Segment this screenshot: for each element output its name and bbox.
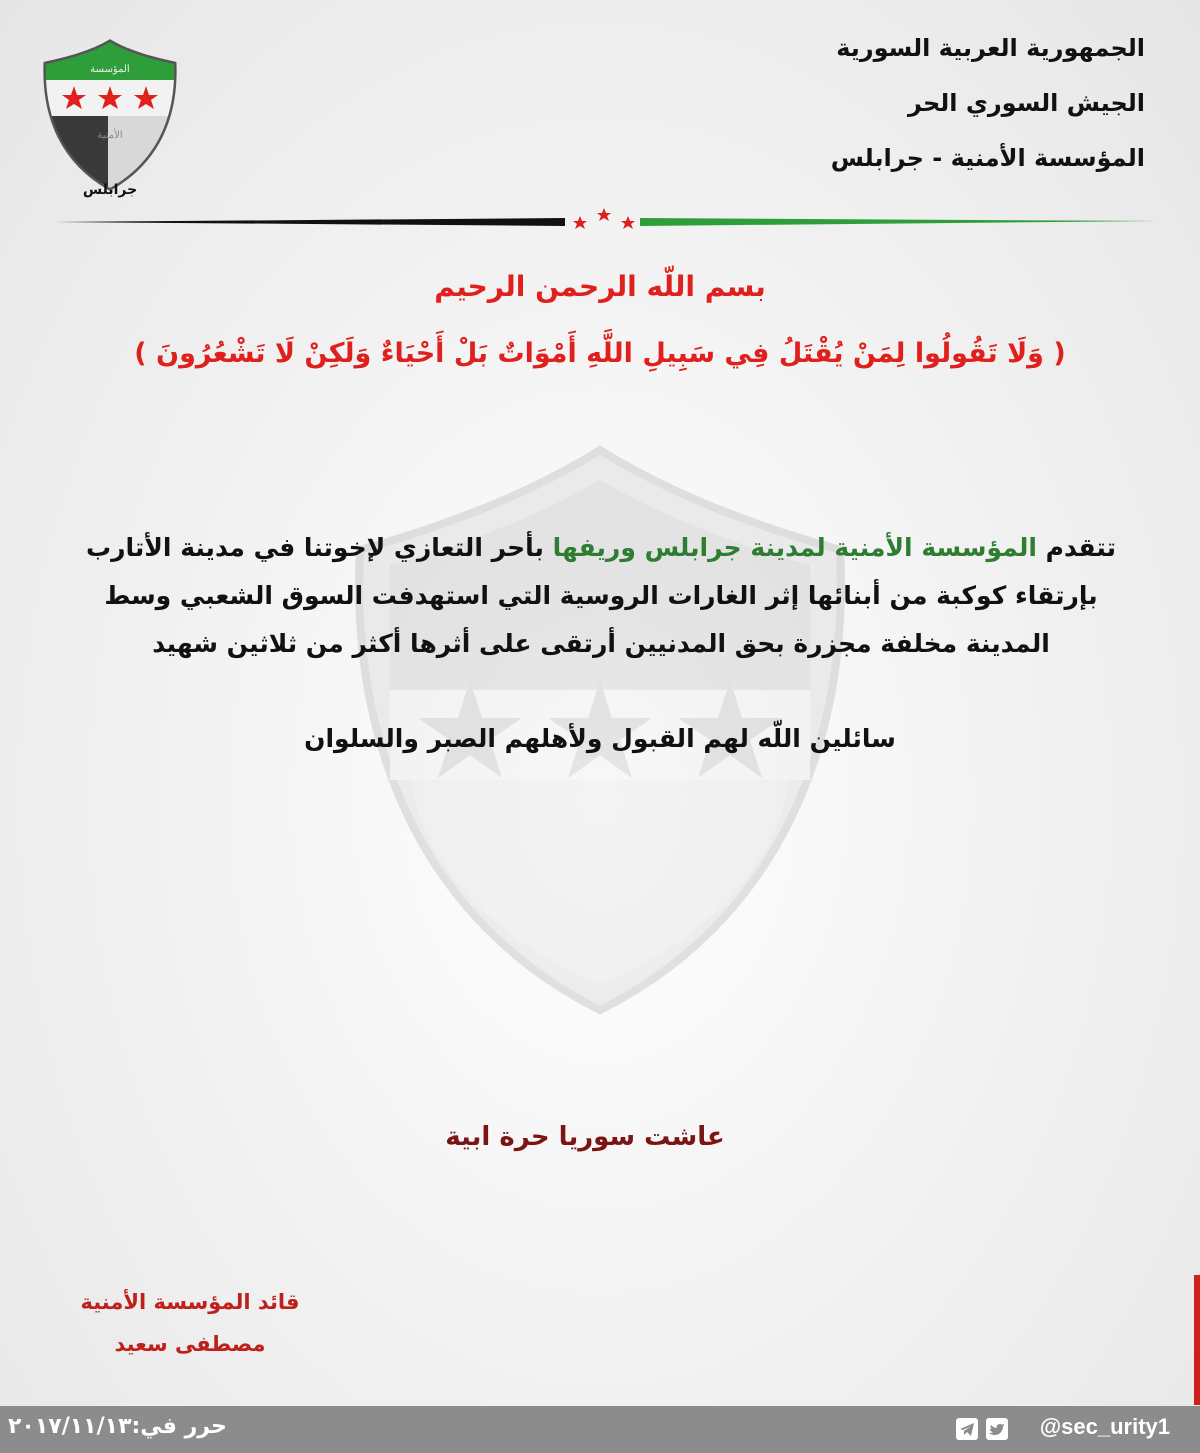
security-institution-logo [42,38,178,206]
signature-name: مصطفى سعيد [114,1332,266,1356]
condolence-statement [20,524,1182,668]
statement-org-name: المؤسسة الأمنية لمدينة جرابلس وريفها [552,533,1037,562]
basmala: بسم اللّه الرحمن الرحيم [434,270,766,303]
prayer-line: سائلين اللّه لهم القبول ولأهلهم الصبر والسلوان [304,724,896,753]
header-org: المؤسسة الأمنية - جرابلس [830,144,1145,172]
footer-date: حرر في:٢٠١٧/١١/١٣ [8,1414,227,1439]
telegram-icon [956,1418,978,1440]
flag-divider [55,206,1155,236]
side-accent-bar [1194,1275,1200,1405]
slogan: عاشت سوريا حرة ابية [445,1122,725,1152]
signature-title: قائد المؤسسة الأمنية [80,1290,300,1314]
logo-text-bottom: الأمنية [97,130,123,141]
logo-text-top: المؤسسة [90,64,130,75]
footer-bar [0,1406,1200,1453]
statement-line-3: المدينة مخلفة مجزرة بحق المدنيين أرتقى على أثرها أكثر من ثلاثين شهيد [152,629,1050,658]
quran-verse: ( وَلَا تَقُولُوا لِمَنْ يُقْتَلُ فِي سَبِيلِ اللَّهِ أَمْوَاتٌ بَلْ أَحْيَاءٌ وَلَكِنْ لَا تَشْعُرُونَ ) [134,338,1066,369]
header-country: الجمهورية العربية السورية [836,34,1145,62]
statement-line-1 [20,524,1182,572]
statement-intro: تتقدم [1045,533,1116,562]
footer-handle: @sec_urity1 [1039,1414,1170,1439]
twitter-icon [986,1418,1008,1440]
statement-line-2: بإرتقاء كوكبة من أبنائها إثر الغارات الروسية التي استهدفت السوق الشعبي وسط [104,581,1098,610]
header-army: الجيش السوري الحر [908,89,1145,117]
logo-caption: جرابلس [82,182,138,198]
statement-line-1-rest: بأحر التعازي لإخوتنا في مدينة الأتارب [86,533,553,562]
